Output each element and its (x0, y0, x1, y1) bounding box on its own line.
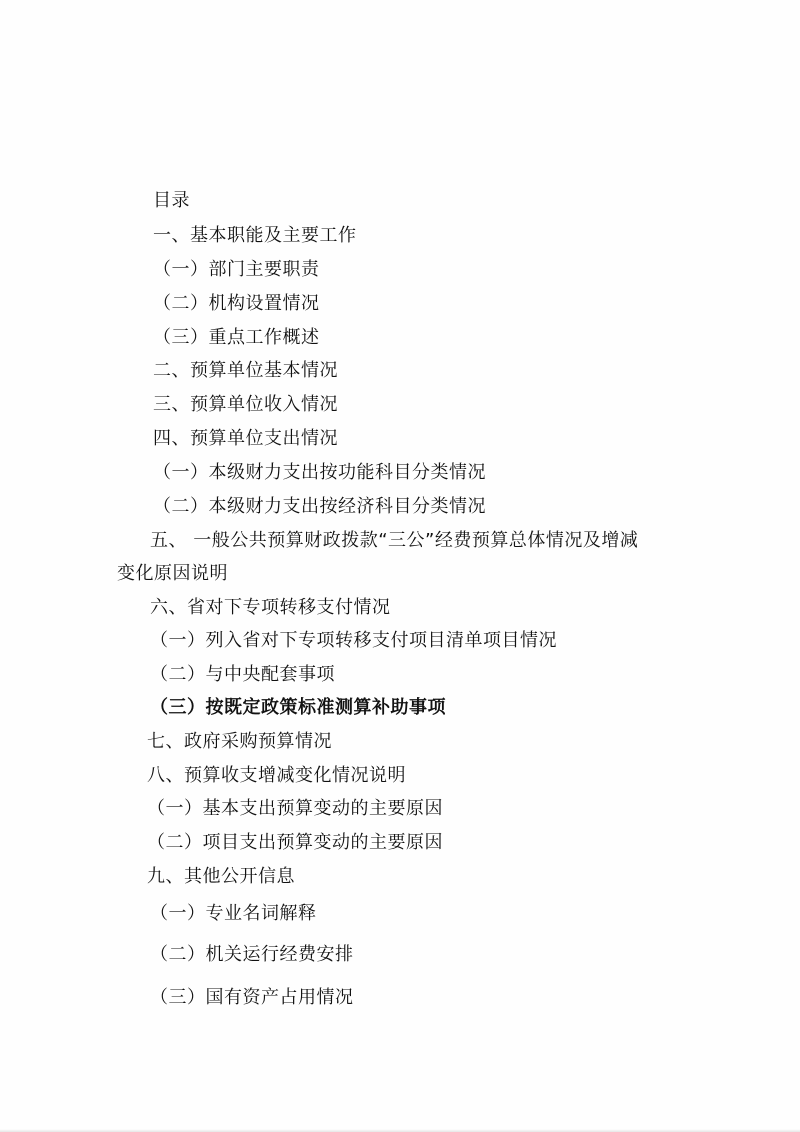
toc-item-section-1: 一、基本职能及主要工作 (153, 225, 357, 246)
toc-item-section-2: 二、预算单位基本情况 (153, 360, 338, 381)
toc-item-section-5-continued: 变化原因说明 (117, 563, 228, 584)
toc-item-9-3: （三）国有资产占用情况 (150, 987, 354, 1008)
toc-item-9-1: （一）专业名词解释 (150, 903, 317, 924)
toc-item-6-2: （二）与中央配套事项 (150, 664, 335, 685)
toc-item-6-3: （三）按既定政策标准测算补助事项 (150, 697, 446, 718)
toc-item-section-9: 九、其他公开信息 (147, 866, 295, 887)
toc-item-section-5: 五、 一般公共预算财政拨款“三公”经费预算总体情况及增减 (150, 530, 639, 551)
toc-item-section-3: 三、预算单位收入情况 (153, 394, 338, 415)
toc-item-4-1: （一）本级财力支出按功能科目分类情况 (153, 462, 486, 483)
toc-item-1-2: （二）机构设置情况 (153, 293, 320, 314)
toc-item-9-2: （二）机关运行经费安排 (150, 944, 354, 965)
toc-item-8-2: （二）项目支出预算变动的主要原因 (147, 832, 443, 853)
toc-title: 目录 (153, 190, 190, 211)
toc-item-1-1: （一）部门主要职责 (153, 259, 320, 280)
toc-item-4-2: （二）本级财力支出按经济科目分类情况 (153, 496, 486, 517)
toc-item-section-8: 八、预算收支增减变化情况说明 (147, 765, 406, 786)
toc-item-1-3: （三）重点工作概述 (153, 327, 320, 348)
toc-item-section-7: 七、政府采购预算情况 (147, 731, 332, 752)
toc-item-8-1: （一）基本支出预算变动的主要原因 (147, 798, 443, 819)
toc-item-6-1: （一）列入省对下专项转移支付项目清单项目情况 (150, 630, 557, 651)
toc-item-section-6: 六、省对下专项转移支付情况 (150, 597, 391, 618)
toc-item-section-4: 四、预算单位支出情况 (153, 428, 338, 449)
